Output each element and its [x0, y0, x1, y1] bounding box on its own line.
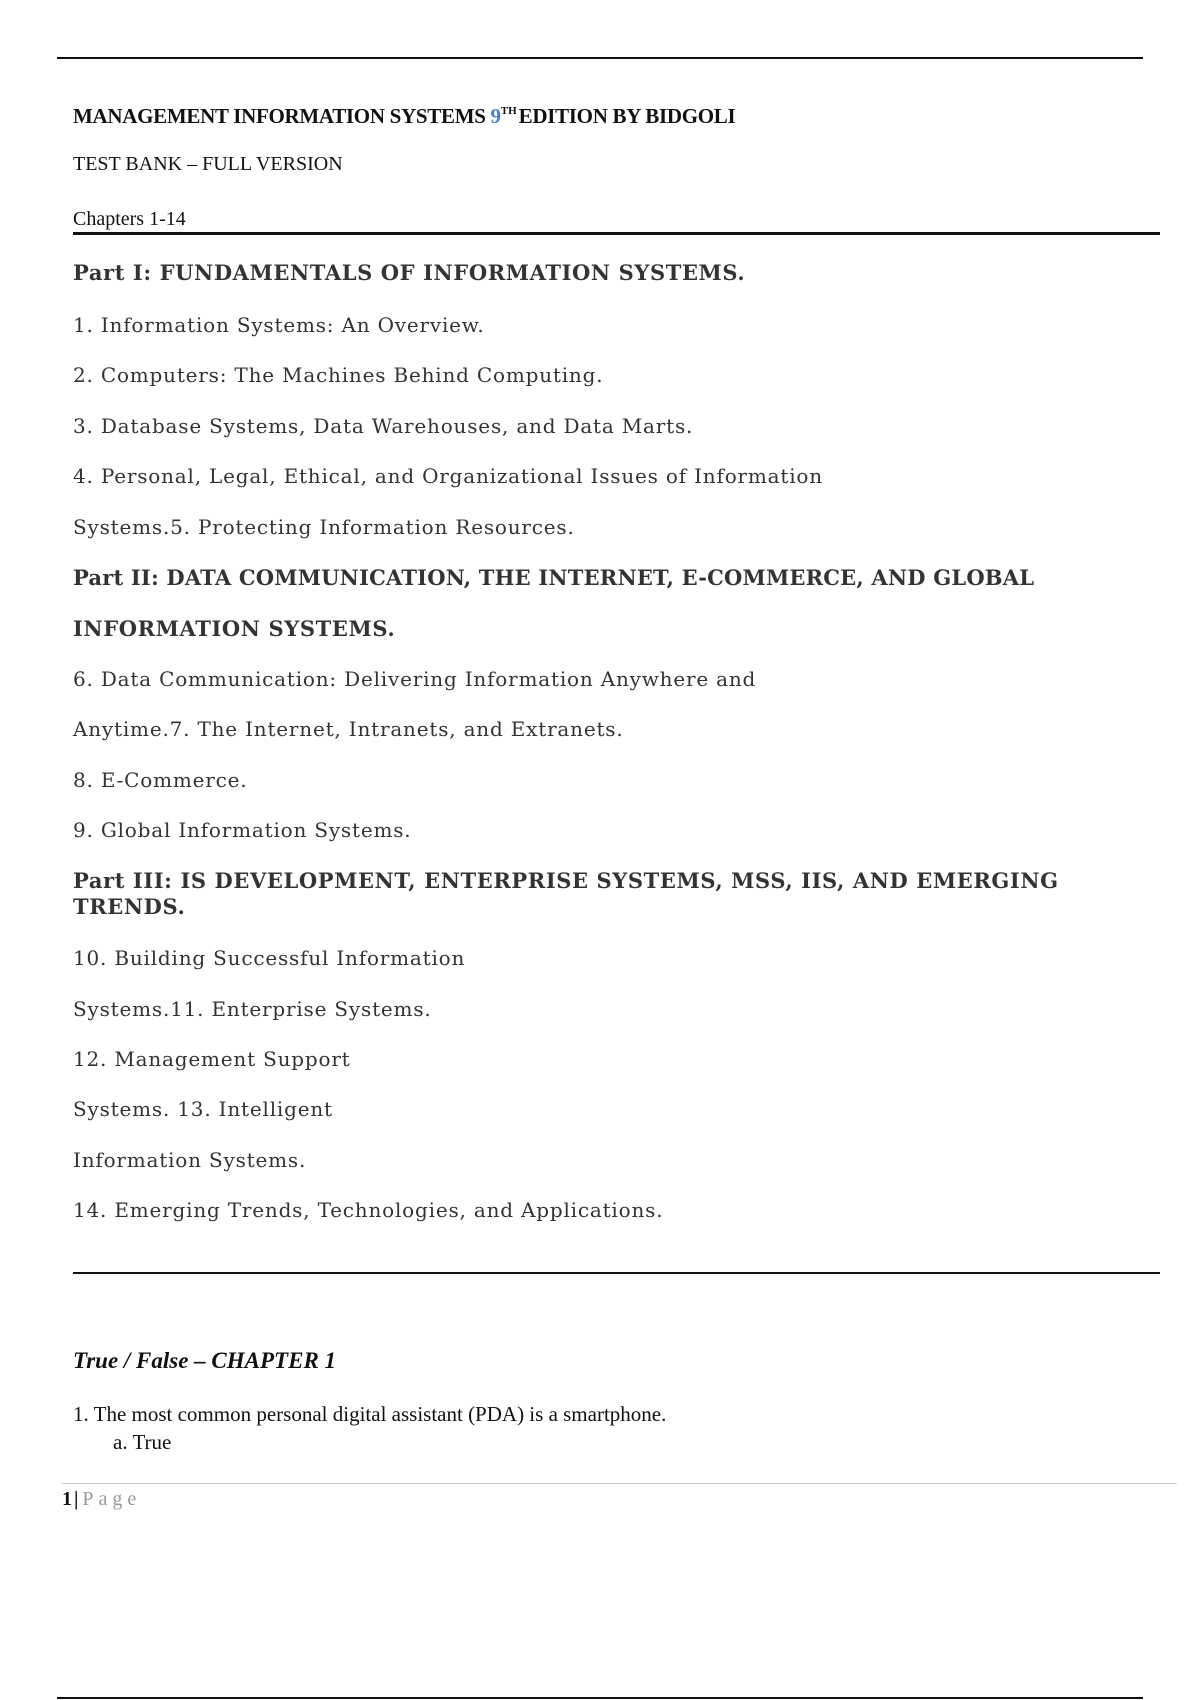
toc-line: 14. Emerging Trends, Technologies, and Applications. [73, 1198, 664, 1222]
title-suffix: EDITION BY BIDGOLI [518, 104, 736, 128]
toc-line: 6. Data Communication: Delivering Information Anywhere and [73, 667, 757, 691]
toc-line: 3. Database Systems, Data Warehouses, and Data Marts. [73, 414, 694, 438]
page-label: Page [82, 1488, 142, 1510]
title-edition-suffix: TH [500, 105, 517, 117]
toc-line: 1. Information Systems: An Overview. [73, 313, 485, 337]
page-number: 1 [62, 1488, 72, 1510]
toc-line: Systems. 13. Intelligent [73, 1097, 333, 1121]
part3-heading: Part III: IS DEVELOPMENT, ENTERPRISE SYSTEMS, MSS, IIS, AND EMERGING TRENDS. [73, 868, 1059, 919]
toc-line: 4. Personal, Legal, Ethical, and Organizational Issues of Information [73, 464, 823, 488]
part2-heading-line2: INFORMATION SYSTEMS. [73, 616, 396, 641]
toc-line: Systems.5. Protecting Information Resources. [73, 515, 575, 539]
toc-line: Anytime.7. The Internet, Intranets, and Extranets. [73, 717, 624, 741]
toc-line: 2. Computers: The Machines Behind Computing. [73, 363, 604, 387]
toc-line: Systems.11. Enterprise Systems. [73, 997, 432, 1021]
toc-line: 10. Building Successful Information [73, 946, 466, 970]
footer-rule [62, 1483, 1177, 1484]
toc-line: Information Systems. [73, 1148, 307, 1172]
document-title [73, 104, 735, 129]
section-heading: True / False – CHAPTER 1 [73, 1348, 337, 1373]
toc-line: 9. Global Information Systems. [73, 818, 412, 842]
document-subtitle: TEST BANK – FULL VERSION [73, 153, 343, 175]
part2-heading-line1: Part II: DATA COMMUNICATION, THE INTERNET, E-COMMERCE, AND GLOBAL [73, 565, 1035, 590]
title-prefix: MANAGEMENT INFORMATION SYSTEMS [73, 104, 491, 128]
title-edition-number: 9 [490, 104, 501, 128]
toc-line: 8. E-Commerce. [73, 768, 248, 792]
part1-heading: Part I: FUNDAMENTALS OF INFORMATION SYSTEMS. [73, 260, 746, 285]
toc-line: 12. Management Support [73, 1047, 351, 1071]
bottom-rule [57, 1697, 1143, 1699]
top-rule [57, 57, 1143, 59]
question-text: 1. The most common personal digital assistant (PDA) is a smartphone. [73, 1402, 667, 1426]
chapters-range: Chapters 1-14 [73, 208, 186, 230]
page-footer [62, 1488, 141, 1511]
answer-option: a. True [113, 1430, 172, 1454]
header-rule [73, 232, 1160, 235]
footer-separator: | [74, 1488, 79, 1510]
toc-bottom-rule [73, 1272, 1160, 1274]
